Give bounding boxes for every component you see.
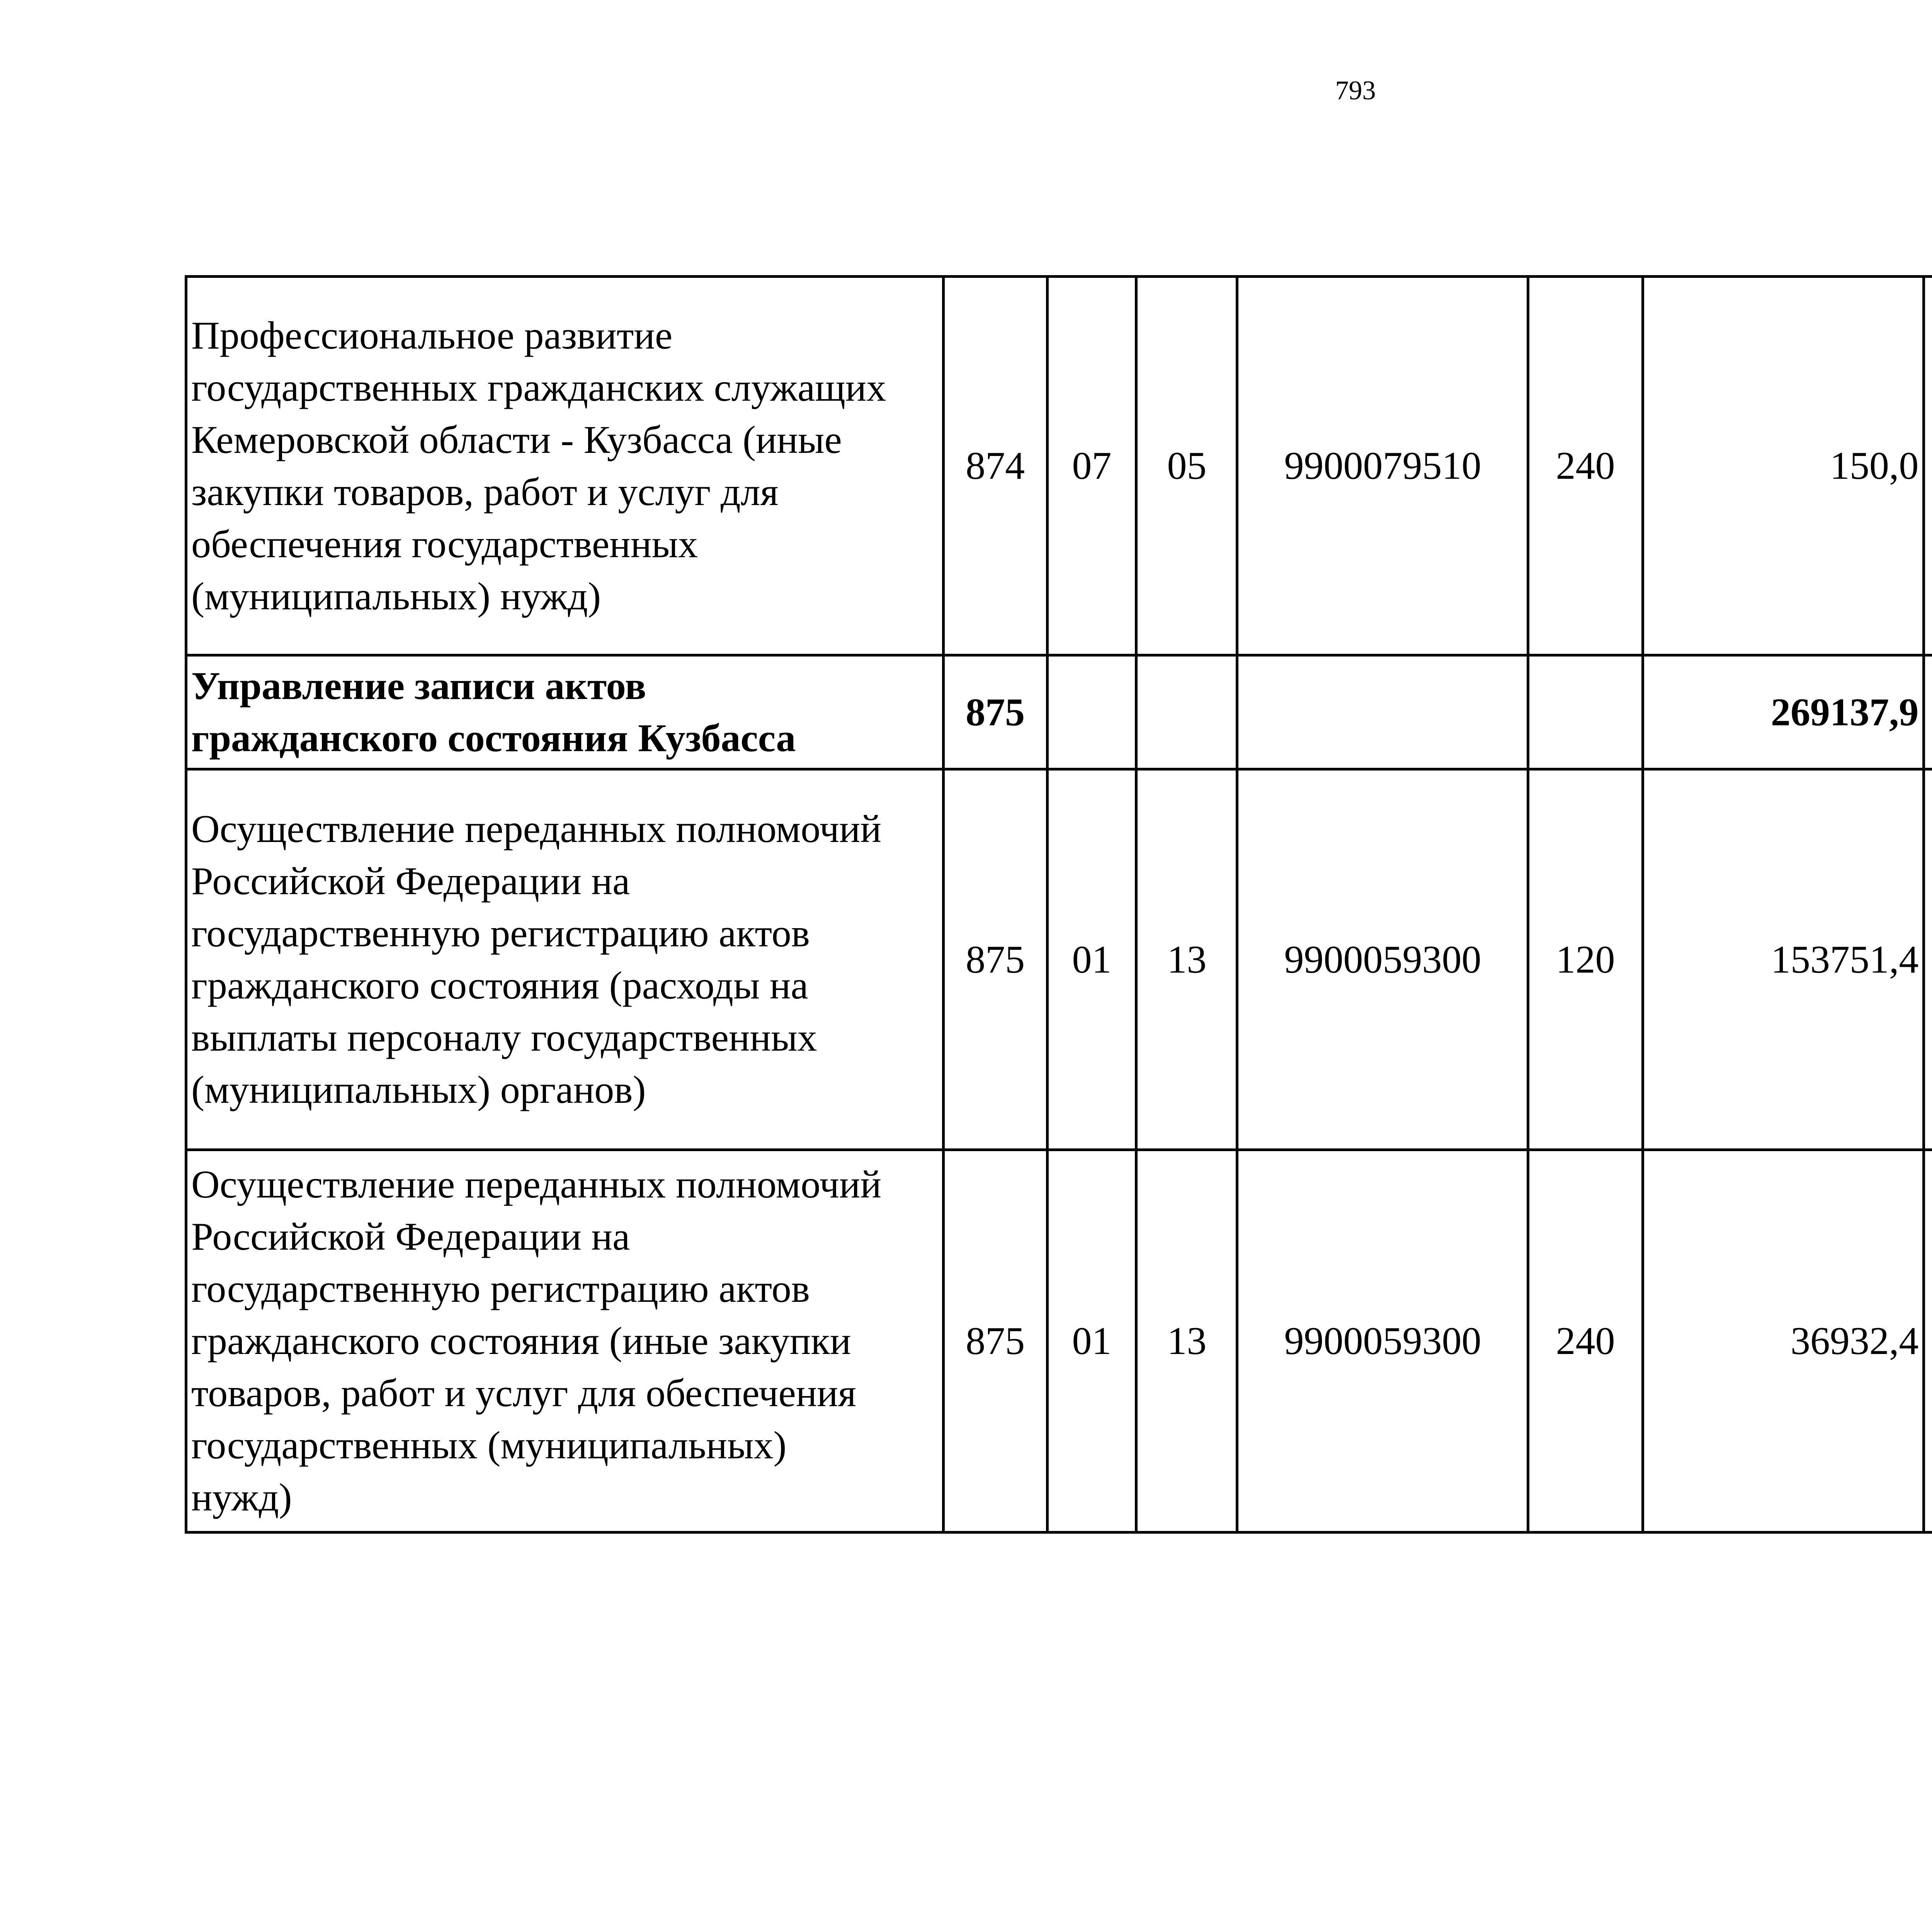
row-name-cell bbox=[186, 277, 944, 655]
row-name-line: выплаты персоналу государственных bbox=[191, 1016, 817, 1060]
budget-table bbox=[185, 275, 1932, 1534]
amount-year-1-cell: 153751,4 bbox=[1643, 769, 1924, 1150]
department-code-cell: 875 bbox=[943, 655, 1047, 769]
row-name-cell bbox=[186, 655, 944, 769]
subsection-cell bbox=[1136, 655, 1237, 769]
department-code-cell: 875 bbox=[943, 769, 1047, 1150]
amount-year-2-cell bbox=[1924, 655, 1932, 769]
row-name-line: Российской Федерации на bbox=[191, 1215, 630, 1259]
row-name-line: гражданского состояния Кузбасса bbox=[191, 716, 796, 760]
row-name-line: (муниципальных) органов) bbox=[191, 1068, 646, 1112]
row-name-line: Осуществление переданных полномочий bbox=[191, 807, 882, 851]
row-name-line: гражданского состояния (иные закупки bbox=[191, 1319, 851, 1363]
table-row bbox=[186, 769, 1932, 1150]
page-number: 793 bbox=[1335, 76, 1376, 105]
subsection-cell: 05 bbox=[1136, 277, 1237, 655]
expense-kind-cell: 240 bbox=[1528, 277, 1643, 655]
row-name-line: государственных (муниципальных) bbox=[191, 1424, 787, 1467]
section-cell: 01 bbox=[1047, 769, 1136, 1150]
amount-year-1-cell: 36932,4 bbox=[1643, 1150, 1924, 1533]
row-name-line: нужд) bbox=[191, 1476, 292, 1519]
row-name-line: гражданского состояния (расходы на bbox=[191, 964, 808, 1007]
department-code-cell: 875 bbox=[943, 1150, 1047, 1533]
target-article-cell: 9900059300 bbox=[1237, 769, 1528, 1150]
subsection-cell: 13 bbox=[1136, 1150, 1237, 1533]
expense-kind-cell: 240 bbox=[1528, 1150, 1643, 1533]
target-article-cell: 9900059300 bbox=[1237, 1150, 1528, 1533]
row-name-line: Управление записи актов bbox=[191, 664, 646, 708]
section-cell: 01 bbox=[1047, 1150, 1136, 1533]
target-article-cell bbox=[1237, 655, 1528, 769]
row-name-cell bbox=[186, 769, 944, 1150]
amount-year-2-cell bbox=[1924, 1150, 1932, 1533]
row-name-line: Кемеровской области - Кузбасса (иные bbox=[191, 418, 842, 462]
section-cell: 07 bbox=[1047, 277, 1136, 655]
row-name-cell bbox=[186, 1150, 944, 1533]
row-name-line: закупки товаров, работ и услуг для bbox=[191, 470, 779, 514]
section-cell bbox=[1047, 655, 1136, 769]
amount-year-2-cell bbox=[1924, 277, 1932, 655]
row-name-line: (муниципальных) нужд) bbox=[191, 574, 601, 618]
table-row bbox=[186, 1150, 1932, 1533]
expense-kind-cell bbox=[1528, 655, 1643, 769]
row-name-line: Осуществление переданных полномочий bbox=[191, 1163, 882, 1206]
row-name-line: Профессиональное развитие bbox=[191, 313, 673, 357]
amount-year-1-cell: 269137,9 bbox=[1643, 655, 1924, 769]
table-row bbox=[186, 655, 1932, 769]
row-name-line: государственную регистрацию актов bbox=[191, 912, 810, 955]
target-article-cell: 9900079510 bbox=[1237, 277, 1528, 655]
row-name-line: Российской Федерации на bbox=[191, 859, 630, 903]
row-name-line: товаров, работ и услуг для обеспечения bbox=[191, 1371, 856, 1415]
department-code-cell: 874 bbox=[943, 277, 1047, 655]
subsection-cell: 13 bbox=[1136, 769, 1237, 1150]
table-row bbox=[186, 277, 1932, 655]
row-name-line: государственную регистрацию актов bbox=[191, 1267, 810, 1311]
row-name-line: государственных гражданских служащих bbox=[191, 366, 886, 410]
row-name-line: обеспечения государственных bbox=[191, 522, 698, 566]
expense-kind-cell: 120 bbox=[1528, 769, 1643, 1150]
amount-year-1-cell: 150,0 bbox=[1643, 277, 1924, 655]
amount-year-2-cell bbox=[1924, 769, 1932, 1150]
